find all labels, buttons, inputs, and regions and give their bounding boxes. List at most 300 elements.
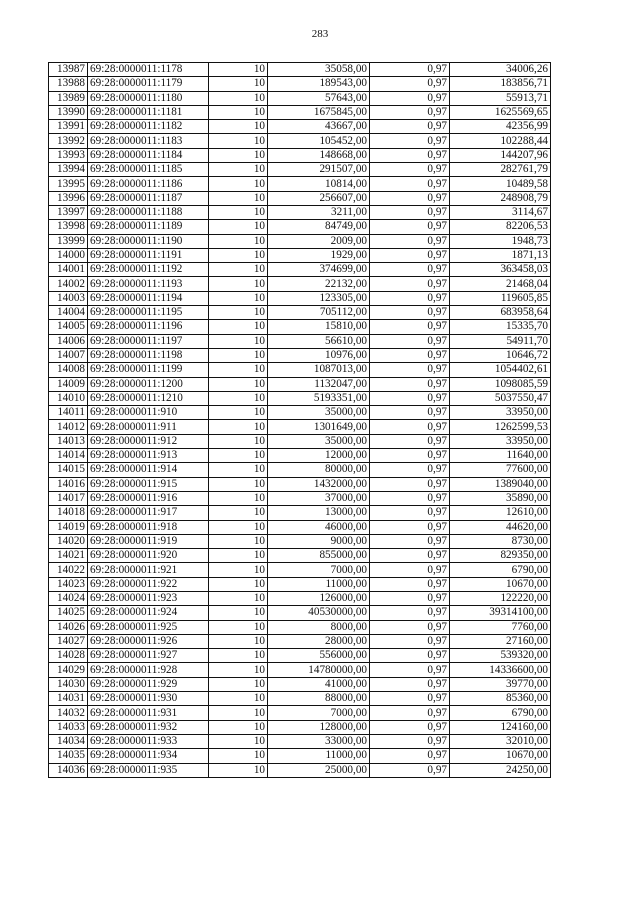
- share-cell: 10: [209, 606, 268, 620]
- value-cell: 102288,44: [450, 134, 551, 148]
- row-number-cell: 14004: [49, 306, 88, 320]
- cadastral-number-cell: 69:28:0000011:929: [88, 677, 209, 691]
- coefficient-cell: 0,97: [370, 434, 450, 448]
- coefficient-cell: 0,97: [370, 91, 450, 105]
- area-cell: 84749,00: [268, 220, 370, 234]
- share-cell: 10: [209, 534, 268, 548]
- cadastral-number-cell: 69:28:0000011:928: [88, 663, 209, 677]
- table-row: [49, 348, 551, 362]
- coefficient-cell: 0,97: [370, 734, 450, 748]
- table-row: [49, 134, 551, 148]
- value-cell: 39314100,00: [450, 606, 551, 620]
- coefficient-cell: 0,97: [370, 534, 450, 548]
- table-row: [49, 77, 551, 91]
- table-row: [49, 105, 551, 119]
- value-cell: 282761,79: [450, 163, 551, 177]
- row-number-cell: 14018: [49, 506, 88, 520]
- area-cell: 14780000,00: [268, 663, 370, 677]
- table-row: [49, 363, 551, 377]
- table-row: [49, 220, 551, 234]
- row-number-cell: 14026: [49, 620, 88, 634]
- table-row: [49, 520, 551, 534]
- share-cell: 10: [209, 320, 268, 334]
- cadastral-number-cell: 69:28:0000011:930: [88, 692, 209, 706]
- coefficient-cell: 0,97: [370, 577, 450, 591]
- row-number-cell: 14011: [49, 406, 88, 420]
- share-cell: 10: [209, 463, 268, 477]
- area-cell: 8000,00: [268, 620, 370, 634]
- coefficient-cell: 0,97: [370, 277, 450, 291]
- row-number-cell: 14005: [49, 320, 88, 334]
- share-cell: 10: [209, 277, 268, 291]
- coefficient-cell: 0,97: [370, 63, 450, 77]
- table-row: [49, 663, 551, 677]
- value-cell: 122220,00: [450, 591, 551, 605]
- area-cell: 128000,00: [268, 720, 370, 734]
- row-number-cell: 13990: [49, 105, 88, 119]
- share-cell: 10: [209, 406, 268, 420]
- value-cell: 55913,71: [450, 91, 551, 105]
- share-cell: 10: [209, 692, 268, 706]
- share-cell: 10: [209, 77, 268, 91]
- coefficient-cell: 0,97: [370, 763, 450, 777]
- area-cell: 13000,00: [268, 506, 370, 520]
- cadastral-number-cell: 69:28:0000011:927: [88, 649, 209, 663]
- area-cell: 35000,00: [268, 434, 370, 448]
- row-number-cell: 13992: [49, 134, 88, 148]
- row-number-cell: 13994: [49, 163, 88, 177]
- table-row: [49, 692, 551, 706]
- cadastral-number-cell: 69:28:0000011:1193: [88, 277, 209, 291]
- coefficient-cell: 0,97: [370, 248, 450, 262]
- value-cell: 32010,00: [450, 734, 551, 748]
- table-row: [49, 734, 551, 748]
- share-cell: 10: [209, 520, 268, 534]
- share-cell: 10: [209, 634, 268, 648]
- table-row: [49, 534, 551, 548]
- coefficient-cell: 0,97: [370, 391, 450, 405]
- area-cell: 2009,00: [268, 234, 370, 248]
- coefficient-cell: 0,97: [370, 120, 450, 134]
- value-cell: 10489,58: [450, 177, 551, 191]
- value-cell: 82206,53: [450, 220, 551, 234]
- value-cell: 1625569,65: [450, 105, 551, 119]
- table-row: [49, 606, 551, 620]
- cadastral-number-cell: 69:28:0000011:1182: [88, 120, 209, 134]
- coefficient-cell: 0,97: [370, 148, 450, 162]
- cadastral-number-cell: 69:28:0000011:915: [88, 477, 209, 491]
- value-cell: 35890,00: [450, 491, 551, 505]
- cadastral-number-cell: 69:28:0000011:1180: [88, 91, 209, 105]
- table-row: [49, 749, 551, 763]
- table-row: [49, 577, 551, 591]
- area-cell: 1675845,00: [268, 105, 370, 119]
- share-cell: 10: [209, 363, 268, 377]
- area-cell: 1929,00: [268, 248, 370, 262]
- value-cell: 363458,03: [450, 263, 551, 277]
- table-row: [49, 434, 551, 448]
- table-row: [49, 205, 551, 219]
- value-cell: 119605,85: [450, 291, 551, 305]
- value-cell: 1098085,59: [450, 377, 551, 391]
- land-registry-table: [48, 62, 551, 778]
- row-number-cell: 14035: [49, 749, 88, 763]
- area-cell: 25000,00: [268, 763, 370, 777]
- share-cell: 10: [209, 591, 268, 605]
- area-cell: 40530000,00: [268, 606, 370, 620]
- table-row: [49, 306, 551, 320]
- area-cell: 9000,00: [268, 534, 370, 548]
- area-cell: 43667,00: [268, 120, 370, 134]
- cadastral-number-cell: 69:28:0000011:925: [88, 620, 209, 634]
- table-row: [49, 463, 551, 477]
- row-number-cell: 13995: [49, 177, 88, 191]
- coefficient-cell: 0,97: [370, 491, 450, 505]
- cadastral-number-cell: 69:28:0000011:1210: [88, 391, 209, 405]
- row-number-cell: 14016: [49, 477, 88, 491]
- value-cell: 33950,00: [450, 434, 551, 448]
- value-cell: 14336600,00: [450, 663, 551, 677]
- page-number: 283: [311, 28, 329, 40]
- value-cell: 1948,73: [450, 234, 551, 248]
- row-number-cell: 14013: [49, 434, 88, 448]
- share-cell: 10: [209, 477, 268, 491]
- share-cell: 10: [209, 220, 268, 234]
- share-cell: 10: [209, 506, 268, 520]
- share-cell: 10: [209, 763, 268, 777]
- coefficient-cell: 0,97: [370, 191, 450, 205]
- share-cell: 10: [209, 677, 268, 691]
- cadastral-number-cell: 69:28:0000011:1184: [88, 148, 209, 162]
- area-cell: 7000,00: [268, 563, 370, 577]
- value-cell: 248908,79: [450, 191, 551, 205]
- value-cell: 6790,00: [450, 706, 551, 720]
- row-number-cell: 14006: [49, 334, 88, 348]
- share-cell: 10: [209, 663, 268, 677]
- cadastral-number-cell: 69:28:0000011:917: [88, 506, 209, 520]
- coefficient-cell: 0,97: [370, 591, 450, 605]
- value-cell: 44620,00: [450, 520, 551, 534]
- area-cell: 1301649,00: [268, 420, 370, 434]
- table-row: [49, 706, 551, 720]
- area-cell: 56610,00: [268, 334, 370, 348]
- row-number-cell: 14021: [49, 549, 88, 563]
- share-cell: 10: [209, 334, 268, 348]
- coefficient-cell: 0,97: [370, 306, 450, 320]
- share-cell: 10: [209, 91, 268, 105]
- coefficient-cell: 0,97: [370, 663, 450, 677]
- table-row: [49, 63, 551, 77]
- coefficient-cell: 0,97: [370, 291, 450, 305]
- row-number-cell: 13991: [49, 120, 88, 134]
- table-body: [49, 63, 551, 778]
- share-cell: 10: [209, 234, 268, 248]
- value-cell: 10670,00: [450, 749, 551, 763]
- coefficient-cell: 0,97: [370, 620, 450, 634]
- area-cell: 37000,00: [268, 491, 370, 505]
- table-row: [49, 549, 551, 563]
- row-number-cell: 14034: [49, 734, 88, 748]
- cadastral-number-cell: 69:28:0000011:1192: [88, 263, 209, 277]
- area-cell: 35000,00: [268, 406, 370, 420]
- cadastral-number-cell: 69:28:0000011:931: [88, 706, 209, 720]
- coefficient-cell: 0,97: [370, 334, 450, 348]
- area-cell: 33000,00: [268, 734, 370, 748]
- share-cell: 10: [209, 649, 268, 663]
- row-number-cell: 13997: [49, 205, 88, 219]
- coefficient-cell: 0,97: [370, 105, 450, 119]
- coefficient-cell: 0,97: [370, 134, 450, 148]
- row-number-cell: 14036: [49, 763, 88, 777]
- row-number-cell: 14003: [49, 291, 88, 305]
- row-number-cell: 14015: [49, 463, 88, 477]
- share-cell: 10: [209, 63, 268, 77]
- cadastral-number-cell: 69:28:0000011:932: [88, 720, 209, 734]
- value-cell: 5037550,47: [450, 391, 551, 405]
- table-row: [49, 277, 551, 291]
- value-cell: 1871,13: [450, 248, 551, 262]
- cadastral-number-cell: 69:28:0000011:1179: [88, 77, 209, 91]
- area-cell: 374699,00: [268, 263, 370, 277]
- table-row: [49, 406, 551, 420]
- row-number-cell: 14029: [49, 663, 88, 677]
- cadastral-number-cell: 69:28:0000011:1199: [88, 363, 209, 377]
- coefficient-cell: 0,97: [370, 749, 450, 763]
- value-cell: 10670,00: [450, 577, 551, 591]
- area-cell: 28000,00: [268, 634, 370, 648]
- cadastral-number-cell: 69:28:0000011:1189: [88, 220, 209, 234]
- row-number-cell: 13988: [49, 77, 88, 91]
- value-cell: 1262599,53: [450, 420, 551, 434]
- share-cell: 10: [209, 191, 268, 205]
- coefficient-cell: 0,97: [370, 177, 450, 191]
- value-cell: 42356,99: [450, 120, 551, 134]
- cadastral-number-cell: 69:28:0000011:916: [88, 491, 209, 505]
- cadastral-number-cell: 69:28:0000011:924: [88, 606, 209, 620]
- coefficient-cell: 0,97: [370, 563, 450, 577]
- cadastral-number-cell: 69:28:0000011:923: [88, 591, 209, 605]
- row-number-cell: 14001: [49, 263, 88, 277]
- share-cell: 10: [209, 720, 268, 734]
- value-cell: 33950,00: [450, 406, 551, 420]
- value-cell: 6790,00: [450, 563, 551, 577]
- area-cell: 126000,00: [268, 591, 370, 605]
- area-cell: 10976,00: [268, 348, 370, 362]
- cadastral-number-cell: 69:28:0000011:1183: [88, 134, 209, 148]
- coefficient-cell: 0,97: [370, 692, 450, 706]
- cadastral-number-cell: 69:28:0000011:1185: [88, 163, 209, 177]
- value-cell: 3114,67: [450, 205, 551, 219]
- area-cell: 148668,00: [268, 148, 370, 162]
- cadastral-number-cell: 69:28:0000011:910: [88, 406, 209, 420]
- share-cell: 10: [209, 577, 268, 591]
- area-cell: 15810,00: [268, 320, 370, 334]
- row-number-cell: 13989: [49, 91, 88, 105]
- coefficient-cell: 0,97: [370, 720, 450, 734]
- cadastral-number-cell: 69:28:0000011:1186: [88, 177, 209, 191]
- table-row: [49, 563, 551, 577]
- row-number-cell: 14012: [49, 420, 88, 434]
- cadastral-number-cell: 69:28:0000011:1195: [88, 306, 209, 320]
- value-cell: 183856,71: [450, 77, 551, 91]
- area-cell: 12000,00: [268, 449, 370, 463]
- share-cell: 10: [209, 134, 268, 148]
- value-cell: 144207,96: [450, 148, 551, 162]
- value-cell: 34006,26: [450, 63, 551, 77]
- cadastral-number-cell: 69:28:0000011:922: [88, 577, 209, 591]
- table-row: [49, 620, 551, 634]
- table-row: [49, 634, 551, 648]
- cadastral-number-cell: 69:28:0000011:1196: [88, 320, 209, 334]
- coefficient-cell: 0,97: [370, 706, 450, 720]
- row-number-cell: 14014: [49, 449, 88, 463]
- cadastral-number-cell: 69:28:0000011:913: [88, 449, 209, 463]
- cadastral-number-cell: 69:28:0000011:1181: [88, 105, 209, 119]
- table-row: [49, 591, 551, 605]
- table-row: [49, 177, 551, 191]
- coefficient-cell: 0,97: [370, 77, 450, 91]
- value-cell: 539320,00: [450, 649, 551, 663]
- area-cell: 256607,00: [268, 191, 370, 205]
- coefficient-cell: 0,97: [370, 220, 450, 234]
- table-row: [49, 649, 551, 663]
- cadastral-number-cell: 69:28:0000011:1198: [88, 348, 209, 362]
- cadastral-number-cell: 69:28:0000011:919: [88, 534, 209, 548]
- cadastral-number-cell: 69:28:0000011:926: [88, 634, 209, 648]
- area-cell: 11000,00: [268, 577, 370, 591]
- coefficient-cell: 0,97: [370, 363, 450, 377]
- area-cell: 88000,00: [268, 692, 370, 706]
- coefficient-cell: 0,97: [370, 449, 450, 463]
- table-row: [49, 163, 551, 177]
- share-cell: 10: [209, 148, 268, 162]
- table-row: [49, 191, 551, 205]
- row-number-cell: 14010: [49, 391, 88, 405]
- value-cell: 27160,00: [450, 634, 551, 648]
- area-cell: 105452,00: [268, 134, 370, 148]
- table-row: [49, 91, 551, 105]
- area-cell: 1132047,00: [268, 377, 370, 391]
- table-row: [49, 391, 551, 405]
- cadastral-number-cell: 69:28:0000011:1190: [88, 234, 209, 248]
- area-cell: 22132,00: [268, 277, 370, 291]
- coefficient-cell: 0,97: [370, 420, 450, 434]
- table-row: [49, 763, 551, 777]
- value-cell: 7760,00: [450, 620, 551, 634]
- table-row: [49, 334, 551, 348]
- cadastral-number-cell: 69:28:0000011:1197: [88, 334, 209, 348]
- row-number-cell: 14009: [49, 377, 88, 391]
- share-cell: 10: [209, 749, 268, 763]
- share-cell: 10: [209, 291, 268, 305]
- coefficient-cell: 0,97: [370, 606, 450, 620]
- share-cell: 10: [209, 105, 268, 119]
- area-cell: 11000,00: [268, 749, 370, 763]
- cadastral-number-cell: 69:28:0000011:920: [88, 549, 209, 563]
- share-cell: 10: [209, 205, 268, 219]
- cadastral-number-cell: 69:28:0000011:1178: [88, 63, 209, 77]
- value-cell: 12610,00: [450, 506, 551, 520]
- coefficient-cell: 0,97: [370, 634, 450, 648]
- area-cell: 556000,00: [268, 649, 370, 663]
- row-number-cell: 14002: [49, 277, 88, 291]
- share-cell: 10: [209, 248, 268, 262]
- cadastral-number-cell: 69:28:0000011:918: [88, 520, 209, 534]
- row-number-cell: 14028: [49, 649, 88, 663]
- share-cell: 10: [209, 163, 268, 177]
- coefficient-cell: 0,97: [370, 649, 450, 663]
- coefficient-cell: 0,97: [370, 463, 450, 477]
- cadastral-number-cell: 69:28:0000011:935: [88, 763, 209, 777]
- table-row: [49, 320, 551, 334]
- row-number-cell: 14033: [49, 720, 88, 734]
- table-row: [49, 377, 551, 391]
- table-row: [49, 491, 551, 505]
- share-cell: 10: [209, 491, 268, 505]
- share-cell: 10: [209, 563, 268, 577]
- value-cell: 11640,00: [450, 449, 551, 463]
- share-cell: 10: [209, 177, 268, 191]
- row-number-cell: 13996: [49, 191, 88, 205]
- coefficient-cell: 0,97: [370, 406, 450, 420]
- value-cell: 85360,00: [450, 692, 551, 706]
- area-cell: 35058,00: [268, 63, 370, 77]
- area-cell: 855000,00: [268, 549, 370, 563]
- coefficient-cell: 0,97: [370, 377, 450, 391]
- area-cell: 41000,00: [268, 677, 370, 691]
- row-number-cell: 14031: [49, 692, 88, 706]
- cadastral-number-cell: 69:28:0000011:912: [88, 434, 209, 448]
- area-cell: 46000,00: [268, 520, 370, 534]
- table-row: [49, 291, 551, 305]
- value-cell: 21468,04: [450, 277, 551, 291]
- row-number-cell: 14025: [49, 606, 88, 620]
- area-cell: 189543,00: [268, 77, 370, 91]
- cadastral-number-cell: 69:28:0000011:1188: [88, 205, 209, 219]
- value-cell: 8730,00: [450, 534, 551, 548]
- area-cell: 1432000,00: [268, 477, 370, 491]
- cadastral-number-cell: 69:28:0000011:921: [88, 563, 209, 577]
- cadastral-number-cell: 69:28:0000011:934: [88, 749, 209, 763]
- row-number-cell: 14007: [49, 348, 88, 362]
- table-row: [49, 148, 551, 162]
- row-number-cell: 13998: [49, 220, 88, 234]
- table-row: [49, 506, 551, 520]
- value-cell: 24250,00: [450, 763, 551, 777]
- table-row: [49, 720, 551, 734]
- area-cell: 705112,00: [268, 306, 370, 320]
- coefficient-cell: 0,97: [370, 506, 450, 520]
- share-cell: 10: [209, 734, 268, 748]
- value-cell: 39770,00: [450, 677, 551, 691]
- area-cell: 291507,00: [268, 163, 370, 177]
- table-row: [49, 263, 551, 277]
- cadastral-number-cell: 69:28:0000011:914: [88, 463, 209, 477]
- cadastral-number-cell: 69:28:0000011:911: [88, 420, 209, 434]
- share-cell: 10: [209, 706, 268, 720]
- share-cell: 10: [209, 434, 268, 448]
- share-cell: 10: [209, 348, 268, 362]
- row-number-cell: 14020: [49, 534, 88, 548]
- value-cell: 829350,00: [450, 549, 551, 563]
- table-row: [49, 248, 551, 262]
- area-cell: 123305,00: [268, 291, 370, 305]
- value-cell: 10646,72: [450, 348, 551, 362]
- table-row: [49, 120, 551, 134]
- share-cell: 10: [209, 449, 268, 463]
- coefficient-cell: 0,97: [370, 520, 450, 534]
- row-number-cell: 14022: [49, 563, 88, 577]
